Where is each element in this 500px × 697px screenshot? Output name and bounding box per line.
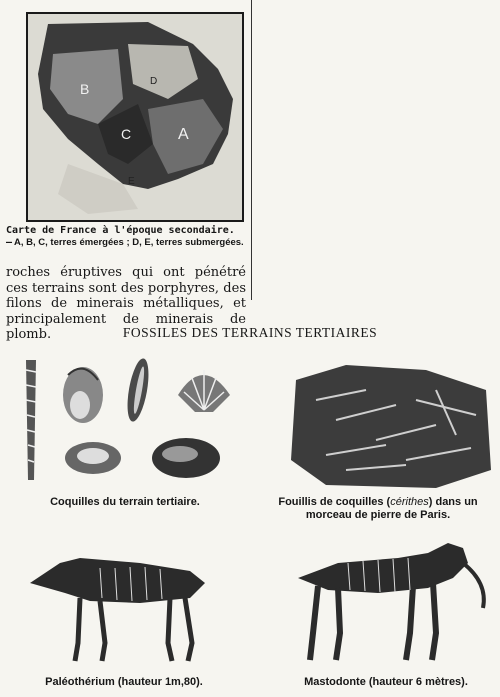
scallop-shell (178, 370, 230, 412)
rock-caption-post: ) dans un morceau de pierre de Paris. (305, 496, 478, 521)
map-label-e: E (128, 176, 135, 187)
mastodon-caption: Mastodonte (hauteur 6 mètres). (304, 676, 468, 688)
turritella-shell (26, 360, 36, 480)
shells-caption: Coquilles du terrain tertiaire. (50, 496, 200, 508)
section-heading: FOSSILES DES TERRAINS TERTIAIRES (122, 325, 378, 340)
map-caption-title: Carte de France à l'époque secondaire. — (6, 225, 235, 248)
snail-shell (63, 367, 103, 423)
mastodon-illustration (278, 528, 496, 668)
olive-shell (124, 357, 153, 423)
map-illustration (28, 14, 242, 220)
rock-caption (256, 496, 500, 522)
oval-shell (152, 438, 220, 478)
flat-shell (65, 442, 121, 474)
map-of-france (26, 12, 244, 222)
mastodon-legs (310, 583, 436, 660)
paleotherium-caption: Paléothérium (hauteur 1m,80). (45, 676, 203, 688)
paleotherium-legs (75, 598, 192, 661)
rock-illustration (286, 360, 496, 492)
map-label-a: A (178, 126, 189, 143)
left-paragraph: roches éruptives qui ont pénétré ces terrains sont des porphyres, des filons de minerais métalliques, et principalement de minerais de plomb. (6, 265, 246, 342)
rock-caption-italic: cérithes (390, 496, 429, 508)
shells-illustration (8, 350, 240, 485)
column-rule (251, 0, 252, 300)
map-caption-body: A, B, C, terres émergées ; D, E, terres submergées. (14, 237, 244, 248)
map-label-c: C (121, 126, 132, 142)
map-label-d: D (150, 76, 158, 87)
paleotherium-illustration (20, 543, 220, 668)
map-label-b: B (80, 81, 90, 97)
rock-caption-pre: Fouillis de coquilles ( (278, 496, 391, 508)
mastodon-tusk (463, 563, 484, 608)
